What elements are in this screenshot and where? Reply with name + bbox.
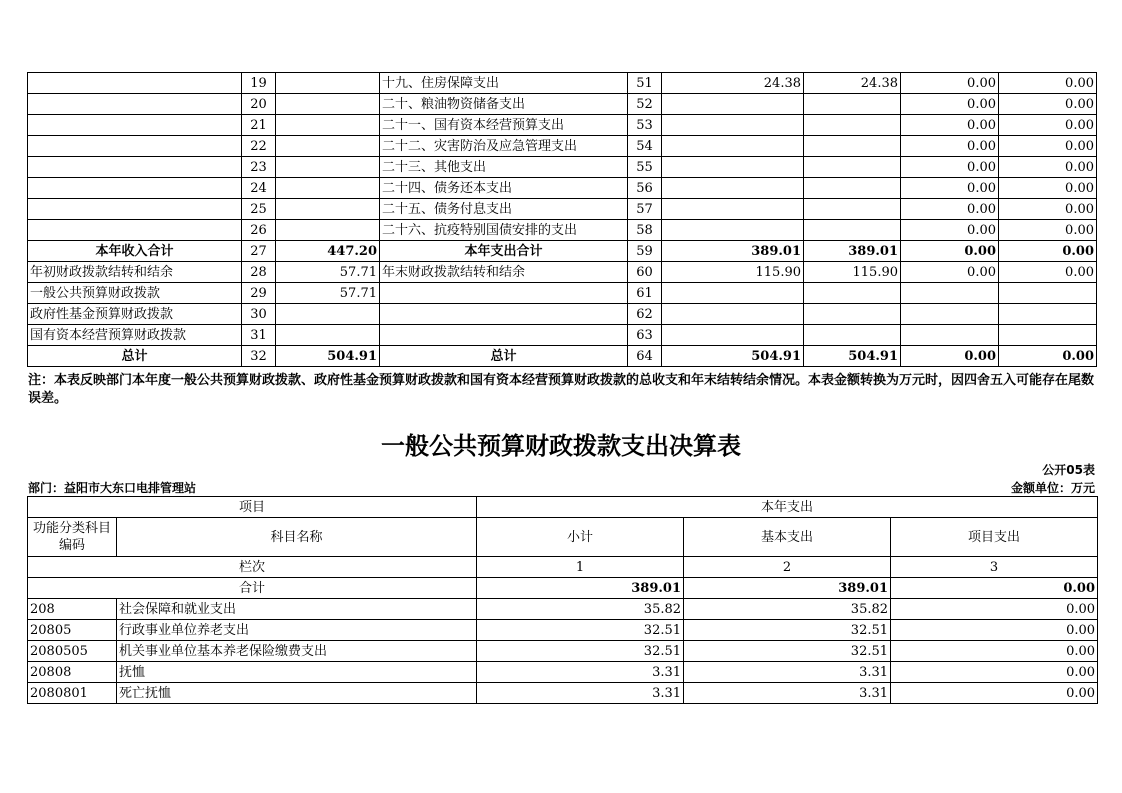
- income-amount: [276, 220, 380, 241]
- column-number-2: 2: [684, 557, 891, 578]
- table-row: [28, 241, 1097, 262]
- header-item: 项目: [28, 497, 477, 518]
- income-line-number: 31: [242, 325, 276, 346]
- expenditure-total: [662, 304, 804, 325]
- table-row: [28, 262, 1097, 283]
- expenditure-item: 年末财政拨款结转和结余: [380, 262, 628, 283]
- header-subtotal: 小计: [477, 518, 684, 557]
- project-expenditure-value: 0.00: [891, 641, 1098, 662]
- income-amount: [276, 178, 380, 199]
- income-item: 国有资本经营预算财政拨款: [28, 325, 242, 346]
- government-fund-amount: 0.00: [901, 94, 999, 115]
- project-expenditure-value: 0.00: [891, 662, 1098, 683]
- subject-name: 死亡抚恤: [117, 683, 477, 704]
- page-title: 一般公共预算财政拨款支出决算表: [381, 432, 741, 460]
- income-item: [28, 94, 242, 115]
- project-expenditure-value: 0.00: [891, 683, 1098, 704]
- general-budget-amount: 115.90: [804, 262, 901, 283]
- general-budget-amount: [804, 136, 901, 157]
- basic-expenditure-value: 32.51: [684, 641, 891, 662]
- expenditure-line-number: 58: [628, 220, 662, 241]
- general-budget-amount: [804, 220, 901, 241]
- table-row: [28, 325, 1097, 346]
- header-row-2: [28, 518, 1098, 557]
- table-row: [28, 115, 1097, 136]
- basic-expenditure-value: 3.31: [684, 683, 891, 704]
- government-fund-amount: 0.00: [901, 346, 999, 367]
- income-item: 一般公共预算财政拨款: [28, 283, 242, 304]
- income-amount: [276, 304, 380, 325]
- government-fund-amount: [901, 325, 999, 346]
- subject-code: 2080505: [28, 641, 117, 662]
- table-row: [28, 683, 1098, 704]
- subject-code: 2080801: [28, 683, 117, 704]
- income-line-number: 23: [242, 157, 276, 178]
- state-capital-amount: [999, 325, 1097, 346]
- table-row: [28, 620, 1098, 641]
- income-line-number: 28: [242, 262, 276, 283]
- income-line-number: 22: [242, 136, 276, 157]
- expenditure-line-number: 60: [628, 262, 662, 283]
- income-line-number: 21: [242, 115, 276, 136]
- project-expenditure-value: 0.00: [891, 620, 1098, 641]
- state-capital-amount: 0.00: [999, 136, 1097, 157]
- income-line-number: 19: [242, 73, 276, 94]
- expenditure-item: 二十二、灾害防治及应急管理支出: [380, 136, 628, 157]
- state-capital-amount: 0.00: [999, 115, 1097, 136]
- state-capital-amount: 0.00: [999, 157, 1097, 178]
- general-budget-amount: [804, 178, 901, 199]
- income-item: [28, 73, 242, 94]
- expenditure-total: 115.90: [662, 262, 804, 283]
- total-subtotal: 389.01: [477, 578, 684, 599]
- table-row: [28, 304, 1097, 325]
- government-fund-amount: 0.00: [901, 136, 999, 157]
- income-item: 总计: [28, 346, 242, 367]
- column-label: 栏次: [28, 557, 477, 578]
- state-capital-amount: 0.00: [999, 241, 1097, 262]
- column-number-row: [28, 557, 1098, 578]
- expenditure-total: 24.38: [662, 73, 804, 94]
- income-amount: [276, 325, 380, 346]
- column-number-3: 3: [891, 557, 1098, 578]
- income-amount: [276, 136, 380, 157]
- income-line-number: 24: [242, 178, 276, 199]
- column-number-1: 1: [477, 557, 684, 578]
- expenditure-item: [380, 304, 628, 325]
- expenditure-item: 总计: [380, 346, 628, 367]
- table-note: 注：本表反映部门本年度一般公共预算财政拨款、政府性基金预算财政拨款和国有资本经营预算财政拨款的总收支和年末结转结余情况。本表金额转换为万元时，因四舍五入可能存在尾数误差。: [28, 373, 1095, 406]
- expenditure-total: [662, 115, 804, 136]
- basic-expenditure-value: 3.31: [684, 662, 891, 683]
- income-item: [28, 220, 242, 241]
- state-capital-amount: 0.00: [999, 262, 1097, 283]
- general-budget-amount: [804, 283, 901, 304]
- expenditure-line-number: 51: [628, 73, 662, 94]
- expenditure-item: 二十一、国有资本经营预算支出: [380, 115, 628, 136]
- expenditure-total: [662, 220, 804, 241]
- income-line-number: 27: [242, 241, 276, 262]
- income-amount: 57.71: [276, 283, 380, 304]
- income-amount: [276, 94, 380, 115]
- header-basic: 基本支出: [684, 518, 891, 557]
- income-line-number: 29: [242, 283, 276, 304]
- expenditure-final-table: [27, 496, 1098, 704]
- subtotal-value: 32.51: [477, 641, 684, 662]
- expenditure-total: 389.01: [662, 241, 804, 262]
- expenditure-item: 二十、粮油物资储备支出: [380, 94, 628, 115]
- subtotal-value: 3.31: [477, 683, 684, 704]
- basic-expenditure-value: 35.82: [684, 599, 891, 620]
- subtotal-value: 32.51: [477, 620, 684, 641]
- revenue-expenditure-body: [28, 73, 1097, 367]
- expenditure-item: 二十六、抗疫特别国债安排的支出: [380, 220, 628, 241]
- government-fund-amount: 0.00: [901, 241, 999, 262]
- general-budget-amount: 389.01: [804, 241, 901, 262]
- department-label: 部门：益阳市大东口电排管理站: [28, 481, 197, 495]
- expenditure-line-number: 59: [628, 241, 662, 262]
- general-budget-amount: [804, 325, 901, 346]
- government-fund-amount: 0.00: [901, 199, 999, 220]
- expenditure-total: [662, 136, 804, 157]
- government-fund-amount: [901, 283, 999, 304]
- general-budget-amount: [804, 157, 901, 178]
- general-budget-amount: [804, 115, 901, 136]
- state-capital-amount: [999, 304, 1097, 325]
- income-amount: 504.91: [276, 346, 380, 367]
- expenditure-line-number: 63: [628, 325, 662, 346]
- header-row-1: [28, 497, 1098, 518]
- expenditure-line-number: 57: [628, 199, 662, 220]
- expenditure-final-body: [28, 497, 1098, 704]
- table-row: [28, 346, 1097, 367]
- subtotal-value: 35.82: [477, 599, 684, 620]
- income-line-number: 26: [242, 220, 276, 241]
- general-budget-amount: [804, 304, 901, 325]
- income-amount: 447.20: [276, 241, 380, 262]
- subtotal-value: 3.31: [477, 662, 684, 683]
- government-fund-amount: 0.00: [901, 115, 999, 136]
- state-capital-amount: 0.00: [999, 346, 1097, 367]
- header-code: 功能分类科目编码: [28, 518, 117, 557]
- subject-name: 行政事业单位养老支出: [117, 620, 477, 641]
- expenditure-line-number: 56: [628, 178, 662, 199]
- expenditure-item: 二十五、债务付息支出: [380, 199, 628, 220]
- table-row: [28, 641, 1098, 662]
- expenditure-line-number: 53: [628, 115, 662, 136]
- expenditure-total: [662, 94, 804, 115]
- expenditure-total: 504.91: [662, 346, 804, 367]
- general-budget-amount: 504.91: [804, 346, 901, 367]
- state-capital-amount: 0.00: [999, 73, 1097, 94]
- income-item: 政府性基金预算财政拨款: [28, 304, 242, 325]
- general-budget-amount: [804, 199, 901, 220]
- expenditure-item: 二十四、债务还本支出: [380, 178, 628, 199]
- table-row: [28, 157, 1097, 178]
- state-capital-amount: [999, 283, 1097, 304]
- project-expenditure-value: 0.00: [891, 599, 1098, 620]
- income-line-number: 32: [242, 346, 276, 367]
- table-row: [28, 599, 1098, 620]
- state-capital-amount: 0.00: [999, 178, 1097, 199]
- income-amount: [276, 199, 380, 220]
- income-line-number: 25: [242, 199, 276, 220]
- income-item: [28, 178, 242, 199]
- expenditure-line-number: 62: [628, 304, 662, 325]
- revenue-expenditure-table: [27, 72, 1097, 367]
- expenditure-line-number: 52: [628, 94, 662, 115]
- table-row: [28, 199, 1097, 220]
- expenditure-item: 二十三、其他支出: [380, 157, 628, 178]
- expenditure-line-number: 64: [628, 346, 662, 367]
- government-fund-amount: 0.00: [901, 157, 999, 178]
- table-row: [28, 94, 1097, 115]
- subject-code: 20805: [28, 620, 117, 641]
- income-item: [28, 136, 242, 157]
- state-capital-amount: 0.00: [999, 94, 1097, 115]
- table-row: [28, 662, 1098, 683]
- table-row: [28, 283, 1097, 304]
- form-code: 公开05表: [1042, 463, 1095, 477]
- expenditure-total: [662, 157, 804, 178]
- total-basic: 389.01: [684, 578, 891, 599]
- total-row: [28, 578, 1098, 599]
- expenditure-total: [662, 325, 804, 346]
- expenditure-item: 本年支出合计: [380, 241, 628, 262]
- header-name: 科目名称: [117, 518, 477, 557]
- total-project: 0.00: [891, 578, 1098, 599]
- expenditure-total: [662, 283, 804, 304]
- expenditure-item: 十九、住房保障支出: [380, 73, 628, 94]
- general-budget-amount: [804, 94, 901, 115]
- subject-name: 抚恤: [117, 662, 477, 683]
- table-row: [28, 73, 1097, 94]
- income-line-number: 30: [242, 304, 276, 325]
- table-row: [28, 220, 1097, 241]
- income-amount: [276, 115, 380, 136]
- income-line-number: 20: [242, 94, 276, 115]
- income-item: [28, 157, 242, 178]
- header-current-year: 本年支出: [477, 497, 1098, 518]
- total-label: 合计: [28, 578, 477, 599]
- expenditure-line-number: 61: [628, 283, 662, 304]
- income-item: 年初财政拨款结转和结余: [28, 262, 242, 283]
- income-amount: 57.71: [276, 262, 380, 283]
- subject-name: 机关事业单位基本养老保险缴费支出: [117, 641, 477, 662]
- general-budget-amount: 24.38: [804, 73, 901, 94]
- government-fund-amount: 0.00: [901, 73, 999, 94]
- income-amount: [276, 73, 380, 94]
- subject-code: 208: [28, 599, 117, 620]
- government-fund-amount: 0.00: [901, 178, 999, 199]
- government-fund-amount: 0.00: [901, 220, 999, 241]
- expenditure-line-number: 55: [628, 157, 662, 178]
- government-fund-amount: 0.00: [901, 262, 999, 283]
- expenditure-line-number: 54: [628, 136, 662, 157]
- basic-expenditure-value: 32.51: [684, 620, 891, 641]
- state-capital-amount: 0.00: [999, 220, 1097, 241]
- subject-code: 20808: [28, 662, 117, 683]
- table-row: [28, 178, 1097, 199]
- expenditure-item: [380, 325, 628, 346]
- income-item: [28, 115, 242, 136]
- expenditure-total: [662, 178, 804, 199]
- income-item: 本年收入合计: [28, 241, 242, 262]
- expenditure-total: [662, 199, 804, 220]
- income-amount: [276, 157, 380, 178]
- amount-unit-label: 金额单位：万元: [1010, 481, 1095, 495]
- state-capital-amount: 0.00: [999, 199, 1097, 220]
- header-project: 项目支出: [891, 518, 1098, 557]
- table-row: [28, 136, 1097, 157]
- subject-name: 社会保障和就业支出: [117, 599, 477, 620]
- expenditure-item: [380, 283, 628, 304]
- income-item: [28, 199, 242, 220]
- government-fund-amount: [901, 304, 999, 325]
